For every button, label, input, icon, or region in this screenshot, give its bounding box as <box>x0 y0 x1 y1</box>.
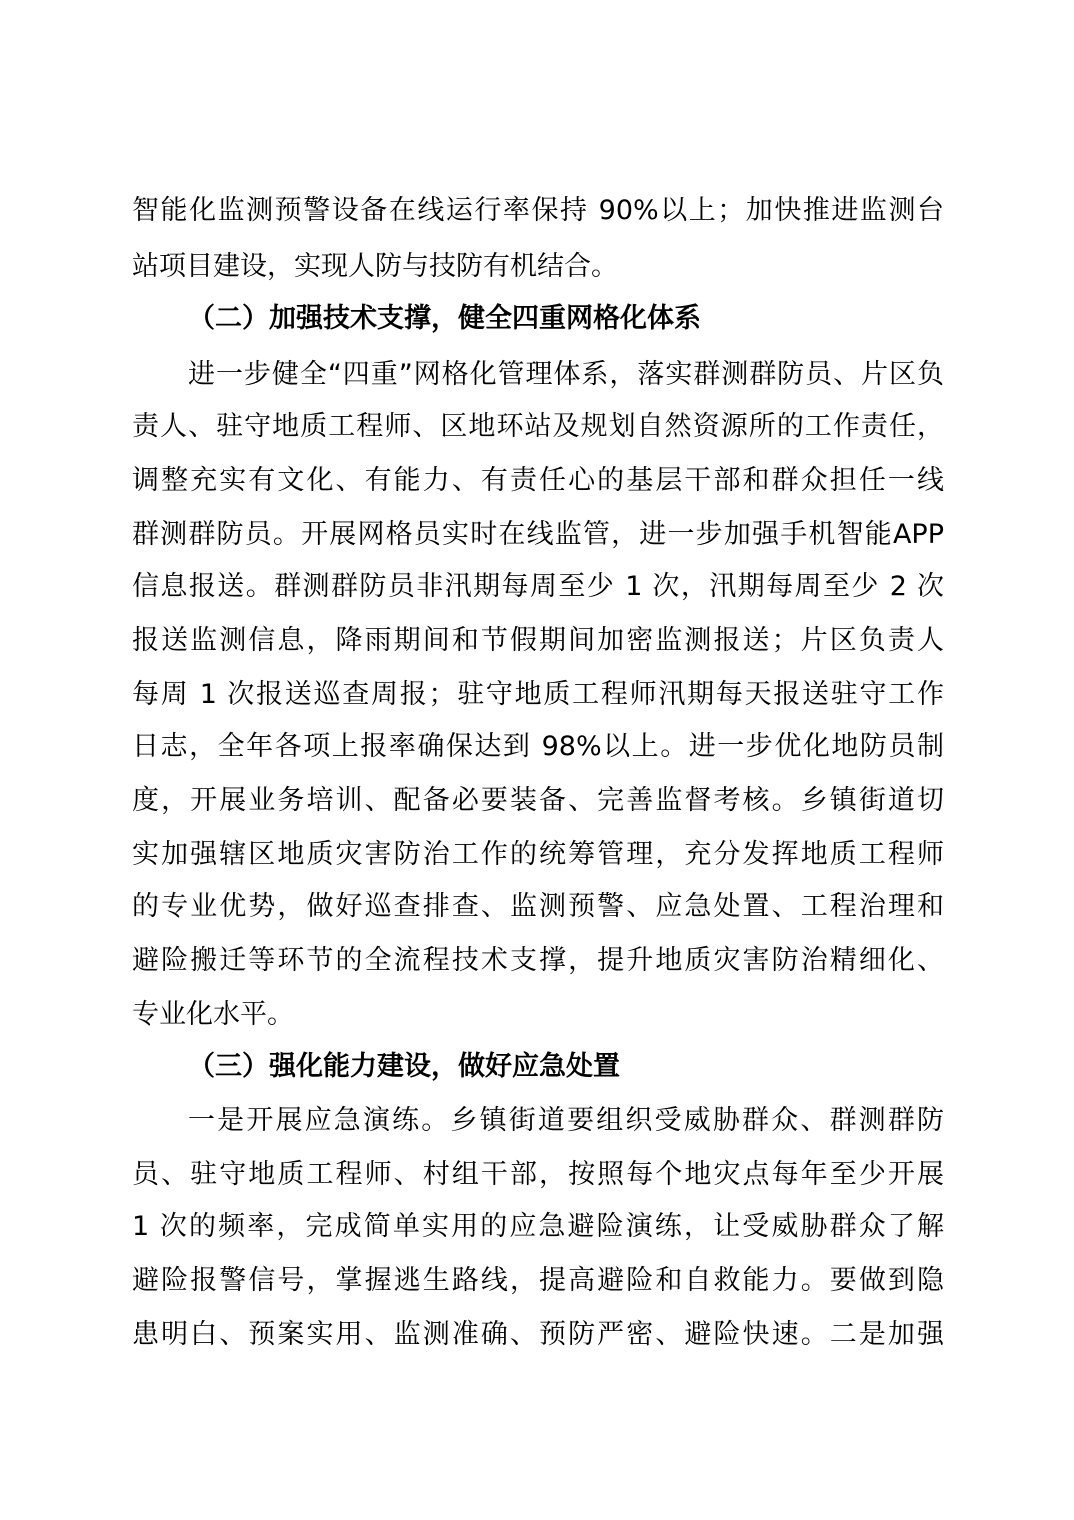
body-text-line: 专业化水平。 <box>132 999 294 1030</box>
body-text-line: 信息报送。群测群防员非汛期每周至少 1 次，汛期每周至少 2 次 <box>132 571 944 602</box>
body-text-line: 1 次的频率，完成简单实用的应急避险演练，让受威胁群众了解 <box>132 1211 944 1242</box>
body-text-line: 报送监测信息，降雨期间和节假期间加密监测报送；片区负责人 <box>132 625 944 656</box>
section-heading: （三）强化能力建设，做好应急处置 <box>188 1051 620 1082</box>
body-text-line: 度，开展业务培训、配备必要装备、完善监督考核。乡镇街道切 <box>132 785 944 816</box>
body-text-line: 实加强辖区地质灾害防治工作的统筹管理，充分发挥地质工程师 <box>132 839 944 870</box>
body-text-line: 日志，全年各项上报率确保达到 98%以上。进一步优化地防员制 <box>132 731 944 762</box>
body-text-line: 责人、驻守地质工程师、区地环站及规划自然资源所的工作责任， <box>132 411 944 442</box>
body-text-line: 避险报警信号，掌握逃生路线，提高避险和自救能力。要做到隐 <box>132 1265 944 1296</box>
body-text-line: 站项目建设，实现人防与技防有机结合。 <box>132 251 618 282</box>
body-text-line: 进一步健全“四重”网格化管理体系，落实群测群防员、片区负 <box>188 359 944 390</box>
body-text-line: 群测群防员。开展网格员实时在线监管，进一步加强手机智能APP <box>132 519 944 550</box>
body-text-line: 避险搬迁等环节的全流程技术支撑，提升地质灾害防治精细化、 <box>132 945 944 976</box>
body-text-line: 员、驻守地质工程师、村组干部，按照每个地灾点每年至少开展 <box>132 1159 944 1190</box>
body-text-line: 智能化监测预警设备在线运行率保持 90%以上；加快推进监测台 <box>132 195 944 226</box>
body-text-line: 每周 1 次报送巡查周报；驻守地质工程师汛期每天报送驻守工作 <box>132 679 944 710</box>
body-text-line: 的专业优势，做好巡查排查、监测预警、应急处置、工程治理和 <box>132 891 944 922</box>
body-text-line: 患明白、预案实用、监测准确、预防严密、避险快速。二是加强 <box>132 1319 944 1350</box>
section-heading: （二）加强技术支撑，健全四重网格化体系 <box>188 303 701 334</box>
body-text-line: 一是开展应急演练。乡镇街道要组织受威胁群众、群测群防 <box>188 1105 944 1136</box>
body-text-line: 调整充实有文化、有能力、有责任心的基层干部和群众担任一线 <box>132 465 944 496</box>
